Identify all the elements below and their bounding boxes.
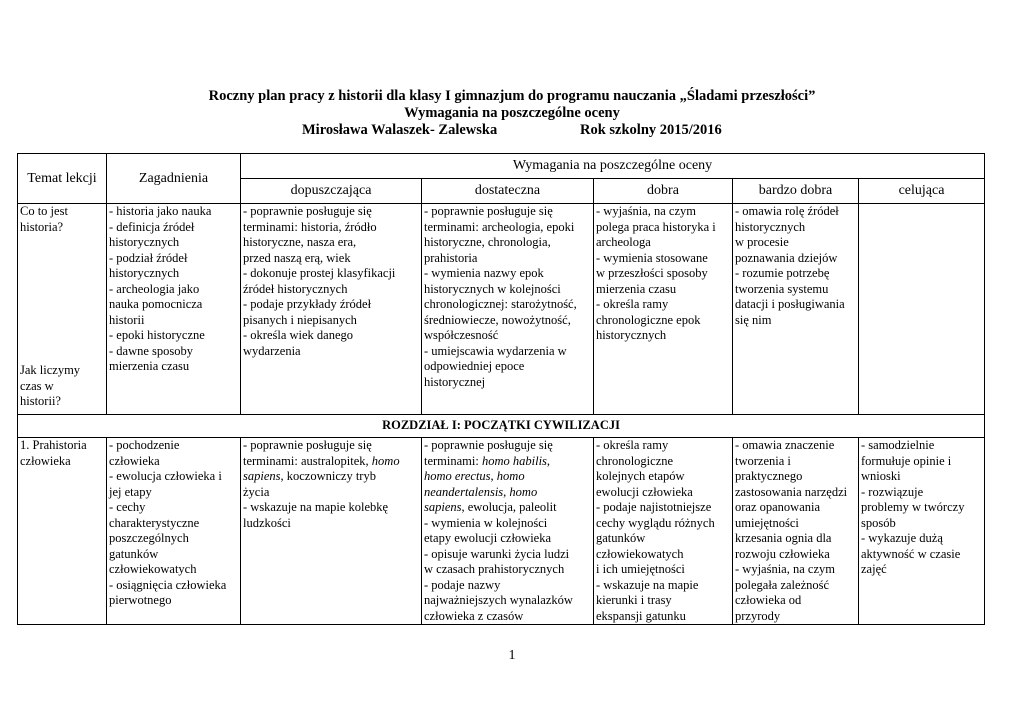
- table-row: [18, 204, 985, 415]
- school-year: Rok szkolny 2015/2016: [580, 122, 722, 138]
- grade-cell: - samodzielnie formułuje opinie i wnioski - rozwiązuje problemy w twórczy sposób - wykazuje dużą aktywność w czasie zajęć: [859, 438, 985, 625]
- issues-cell: - pochodzenie człowieka - ewolucja człowieka i jej etapy - cechy charakterystyczne poszczególnych gatunków człowiekowatych - osiągnięcia człowieka pierwotnego: [107, 438, 241, 625]
- requirements-table: [17, 153, 985, 625]
- grade-header: bardzo dobra: [733, 179, 859, 204]
- document-header: [0, 88, 1024, 139]
- grade-header: dobra: [594, 179, 733, 204]
- grade-cell: - określa ramy chronologiczne kolejnych etapów ewolucji człowieka - podaje najistotniejsze cechy wyglądu różnych gatunków człowiekowatych i ich umiejętności - wskazuje na mapie kierunki i trasy ekspansji gatunku: [594, 438, 733, 625]
- topic-cell: [18, 204, 107, 415]
- grade-cell: - omawia rolę źródeł historycznych w procesie poznawania dziejów - rozumie potrzebę tworzenia systemu datacji i posługiwania się nim: [733, 204, 859, 415]
- col-topic-header: Temat lekcji: [18, 154, 107, 204]
- section-title: ROZDZIAŁ I: POCZĄTKI CYWILIZACJI: [18, 415, 985, 438]
- topic-text: Co to jest historia?: [20, 204, 68, 234]
- page-number: 1: [508, 648, 516, 663]
- grade-cell: - wyjaśnia, na czym polega praca historyka i archeologa - wymienia stosowane w przeszłości sposoby mierzenia czasu - określa ramy chronologiczne epok historycznych: [594, 204, 733, 415]
- grade-cell: - poprawnie posługuje się terminami: australopitek, homo sapiens, koczowniczy tryb życia - wskazuje na mapie kolebkę ludzkości: [241, 438, 422, 625]
- issues-cell: - historia jako nauka - definicja źródeł historycznych - podział źródeł historycznych - archeologia jako nauka pomocnicza historii - epoki historyczne - dawne sposoby mierzenia czasu: [107, 204, 241, 415]
- topic-text: Jak liczymy czas w historii?: [20, 363, 81, 408]
- grade-cell: - omawia znaczenie tworzenia i praktycznego zastosowania narzędzi oraz opanowania umiejętności krzesania ognia dla rozwoju człowieka - wyjaśnia, na czym polegała zależność człowieka od przyrody: [733, 438, 859, 625]
- grade-header: dopuszczająca: [241, 179, 422, 204]
- col-requirements-header: Wymagania na poszczególne oceny: [241, 154, 985, 179]
- author-year-line: [0, 122, 1024, 139]
- col-issues-header: Zagadnienia: [107, 154, 241, 204]
- section-row: [18, 415, 985, 438]
- table-row: [18, 438, 985, 625]
- grade-cell: - poprawnie posługuje się terminami: homo habilis, homo erectus, homo neandertalensis, homo sapiens, ewolucja, paleolit - wymienia w kolejności etapy ewolucji człowieka - opisuje warunki życia ludzi w czasach prahistorycznych - podaje nazwy najważniejszych wynalazków człowieka z czasów: [422, 438, 594, 625]
- header-row: [18, 154, 985, 179]
- grade-cell: - poprawnie posługuje się terminami: historia, źródło historyczne, nasza era, przed naszą erą, wiek - dokonuje prostej klasyfikacji źródeł historycznych - podaje przykłady źródeł pisanych i niepisanych - określa wiek danego wydarzenia: [241, 204, 422, 415]
- grade-header: celująca: [859, 179, 985, 204]
- document-title: Roczny plan pracy z historii dla klasy I gimnazjum do programu nauczania „Śladami przeszłości”: [208, 88, 816, 104]
- author-name: Mirosława Walaszek- Zalewska: [302, 122, 498, 138]
- grade-header: dostateczna: [422, 179, 594, 204]
- document-subtitle: Wymagania na poszczególne oceny: [404, 105, 620, 121]
- grade-cell: - poprawnie posługuje się terminami: archeologia, epoki historyczne, chronologia, prahistoria - wymienia nazwy epok historycznych w kolejności chronologicznej: starożytność, średniowiecze, nowożytność, współczesność - umiejscawia wydarzenia w odpowiedniej epoce historycznej: [422, 204, 594, 415]
- grade-cell: [859, 204, 985, 415]
- topic-cell: 1. Prahistoria człowieka: [18, 438, 107, 625]
